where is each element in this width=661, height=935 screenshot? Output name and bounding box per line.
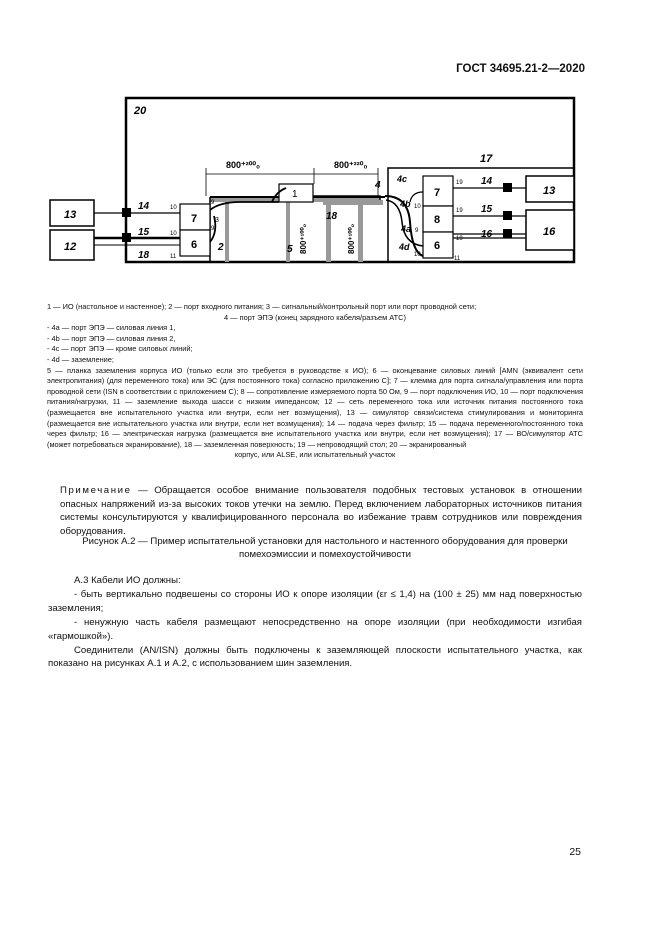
- label-19c: 19: [456, 236, 463, 242]
- body-paragraph: - быть вертикально подвешены со стороны ИО к опоре изоляции (εr ≤ 1,4) на (100 ± 25) мм над поверхностью заземления;: [48, 589, 582, 614]
- legend-line: - 4b — порт ЭПЭ — силовая линия 2,: [47, 333, 176, 343]
- label-6-right: 6: [434, 240, 441, 252]
- label-6-left: 6: [191, 239, 198, 251]
- label-15-right: 15: [481, 204, 493, 215]
- note-label: Примечание: [60, 485, 132, 496]
- label-9a: 9: [211, 200, 215, 206]
- figure-legend: [47, 302, 583, 461]
- page-number: 25: [569, 846, 581, 858]
- legend-line: корпус, или ALSE, или испытательный участок: [234, 450, 396, 460]
- label-16: 16: [543, 226, 556, 238]
- legend-line: - 4c — порт ЭПЭ — кроме силовых линий;: [47, 344, 193, 354]
- test-setup-figure: [40, 92, 580, 272]
- label-4: 4: [375, 180, 381, 191]
- figure-caption: [60, 535, 590, 562]
- label-13-left: 13: [64, 209, 77, 221]
- label-4d: 4d: [399, 242, 410, 252]
- label-19b: 19: [456, 208, 463, 214]
- label-19a: 19: [456, 180, 463, 186]
- label-10d: 10: [414, 252, 421, 258]
- label-14-left: 14: [138, 201, 150, 212]
- label-18-left: 18: [138, 250, 150, 261]
- legend-line: 4 — порт ЭПЭ (конец зарядного кабеля/разъем АТС): [224, 312, 406, 322]
- dimension-vertical-2: 800⁺¹⁰⁰₀: [347, 223, 356, 254]
- label-5: 5: [287, 244, 293, 255]
- caption-line: помехоэмиссии и помехоустойчивости: [239, 549, 411, 561]
- label-20: 20: [134, 105, 147, 117]
- note-paragraph: [60, 484, 582, 538]
- label-4c: 4c: [397, 174, 408, 184]
- body-paragraph: - ненужную часть кабеля размещают непосредственно на опоре изоляции (при необходимости изгибая «гармошкой»).: [48, 617, 582, 642]
- body-paragraph: А.3 Кабели ИО должны:: [74, 575, 181, 586]
- label-1: 1: [292, 189, 298, 200]
- label-16-right: 16: [481, 229, 493, 240]
- label-11b: 11: [454, 256, 461, 262]
- label-13-right: 13: [543, 185, 556, 197]
- label-15-left: 15: [138, 227, 150, 238]
- legend-line: 1 — ИО (настольное и настенное); 2 — порт входного питания; 3 — сигнальный/контрольный порт или порт проводной сети;: [47, 302, 477, 311]
- legend-line: - 4d — заземление;: [47, 354, 114, 364]
- label-9b: 9: [211, 226, 215, 232]
- label-14-right: 14: [481, 176, 493, 187]
- legend-paragraph: 5 — планка заземления корпуса ИО (только если это требуется в руководстве к ИО); 6 — оконцевание силовых линий [AMN (эквивалент сети электропитания) (для переменного тока) или ЭС (для постоянного тока) согласно приложению C]; 7 — клемма для порта сигнала/управления или порта проводной сети (ISN в соответствии с приложением C); 8 — сопротивление измеряемого порта 50 Ом, 9 — порт подключения ИО, 10 — порт подключения питания/нагрузки, 11 — заземление выхода шасси с низким импедансом; 12 — сеть переменного тока или источник питания постоянного тока (размещается вне испытательного участка или внутри, если нет возмущения), 13 — симулятор связи/система стимулирования и мониторинга (размещается вне испытательного участка или внутри, если нет возмущения); 14 — подача через фильтр; 15 — подача переменного/постоянного тока через фильтр; 16 — электрическая нагрузка (размещается вне испытательного участка или внутри, если нет возмущения); 17 — ВО/симулятор АТС (может потребоваться экранирование), 18 — заземленная поверхность; 19 — непроводящий стол; 20 — экранированный: [47, 365, 583, 449]
- dimension-vertical-1: 800⁺¹⁰⁰₀: [299, 223, 308, 254]
- label-12: 12: [64, 241, 77, 253]
- label-18-right: 18: [326, 211, 338, 222]
- body-text: [48, 574, 582, 672]
- label-3: 3: [215, 217, 219, 224]
- document-header: ГОСТ 34695.21-2—2020: [456, 63, 585, 75]
- legend-line: - 4a — порт ЭПЭ — силовая линия 1,: [47, 323, 176, 333]
- dimension-horizontal-2: 800⁺²²⁰₀: [334, 160, 368, 170]
- label-7-right: 7: [434, 187, 441, 199]
- note-text: — Обращается особое внимание пользователя подобных тестовых установок в отношении опасных напряжений из-за высоких токов утечки на землю. Перед включением лабораторных источников питания системы консультируются у квалифицированного персонала во избежание травм сотрудников или повреждения оборудования.: [60, 485, 582, 537]
- label-9c: 9: [415, 228, 419, 234]
- body-paragraph: Соединители (AN/ISN) должны быть подключены к заземляющей плоскости испытательного участка, как показано на рисунках А.1 и А.2, с использованием шин заземления.: [48, 645, 582, 670]
- label-11a: 11: [170, 254, 177, 260]
- label-4a: 4a: [401, 224, 412, 234]
- label-7-left: 7: [191, 213, 198, 225]
- label-17: 17: [480, 153, 493, 165]
- caption-line: Рисунок А.2 — Пример испытательной установки для настольного и настенного оборудования для проверки: [82, 536, 568, 547]
- label-10b: 10: [170, 231, 177, 237]
- label-10c: 10: [414, 204, 421, 210]
- label-10a: 10: [170, 205, 177, 211]
- dimension-horizontal-1: 800⁺²⁰⁰₀: [226, 160, 261, 170]
- label-2: 2: [218, 242, 224, 253]
- label-4b: 4b: [400, 199, 411, 209]
- label-8-right: 8: [434, 214, 441, 226]
